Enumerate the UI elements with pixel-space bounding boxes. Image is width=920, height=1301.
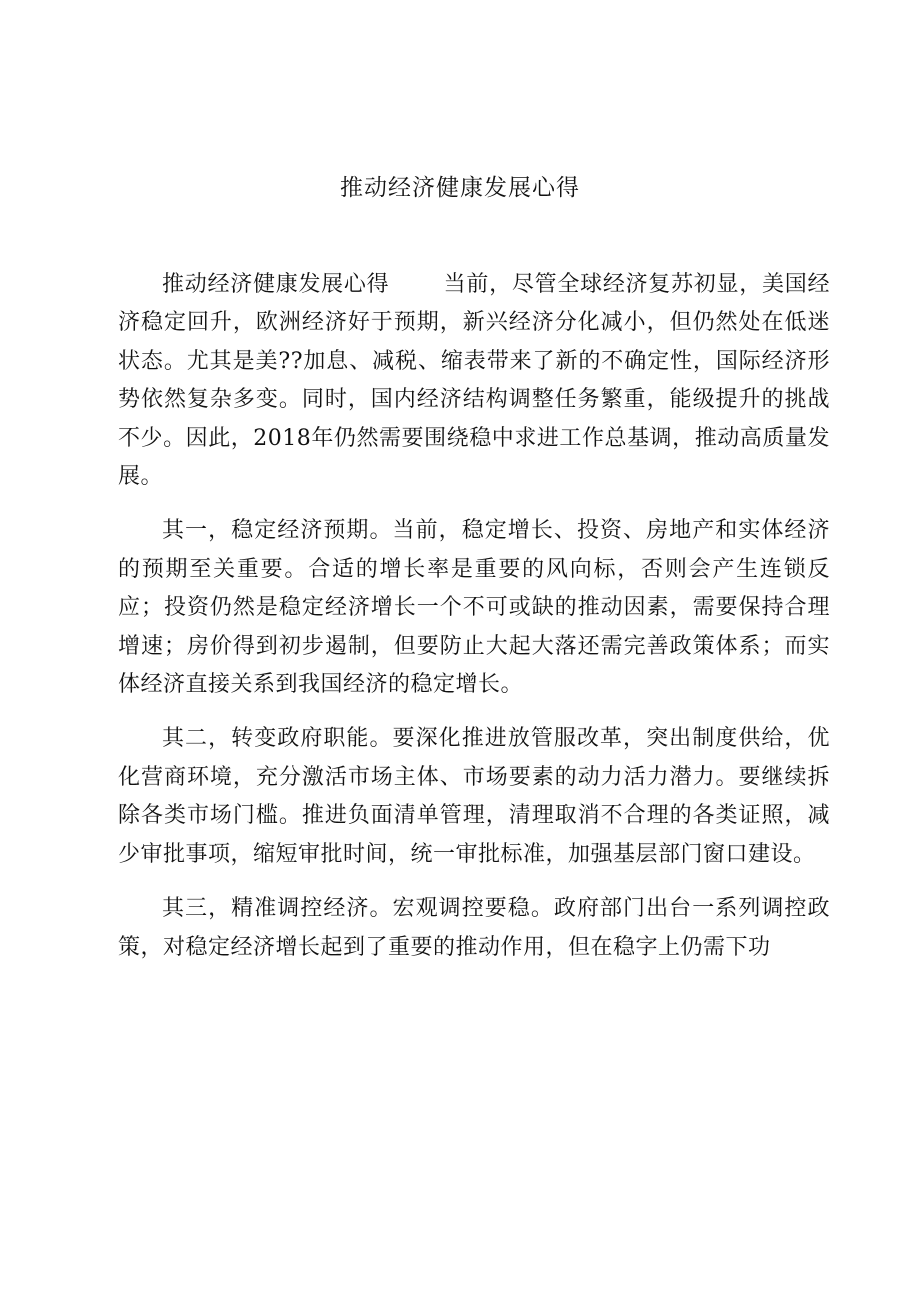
intro-paragraph [118, 266, 830, 496]
document-body [118, 266, 830, 983]
paragraph-2: 其二，转变政府职能。要深化推进放管服改革，突出制度供给，优化营商环境，充分激活市场主体、市场要素的动力活力潜力。要继续拆除各类市场门槛。推进负面清单管理，清理取消不合理的各类证照，减少审批事项，缩短审批时间，统一审批标准，加强基层部门窗口建设。 [118, 726, 830, 867]
intro-text: 当前，尽管全球经济复苏初显，美国经济稳定回升，欧洲经济好于预期，新兴经济分化减小，但仍然处在低迷状态。尤其是美??加息、减税、缩表带来了新的不确定性，国际经济形势依然复杂多变。同时，国内经济结构调整任务繁重，能级提升的挑战不少。因此，2018年仍然需要围绕稳中求进工作总基调，推动高质量发展。 [118, 272, 830, 490]
paragraph-1: 其一，稳定经济预期。当前，稳定增长、投资、房地产和实体经济的预期至关重要。合适的增长率是重要的风向标，否则会产生连锁反应；投资仍然是稳定经济增长一个不可或缺的推动因素，需要保持合理增速；房价得到初步遏制，但要防止大起大落还需完善政策体系；而实体经济直接关系到我国经济的稳定增长。 [118, 518, 830, 698]
document-title: 推动经济健康发展心得 [340, 175, 580, 201]
intro-label: 推动经济健康发展心得 [162, 272, 390, 297]
paragraph-3: 其三，精准调控经济。宏观调控要稳。政府部门出台一系列调控政策，对稳定经济增长起到了重要的推动作用，但在稳字上仍需下功 [118, 896, 830, 960]
